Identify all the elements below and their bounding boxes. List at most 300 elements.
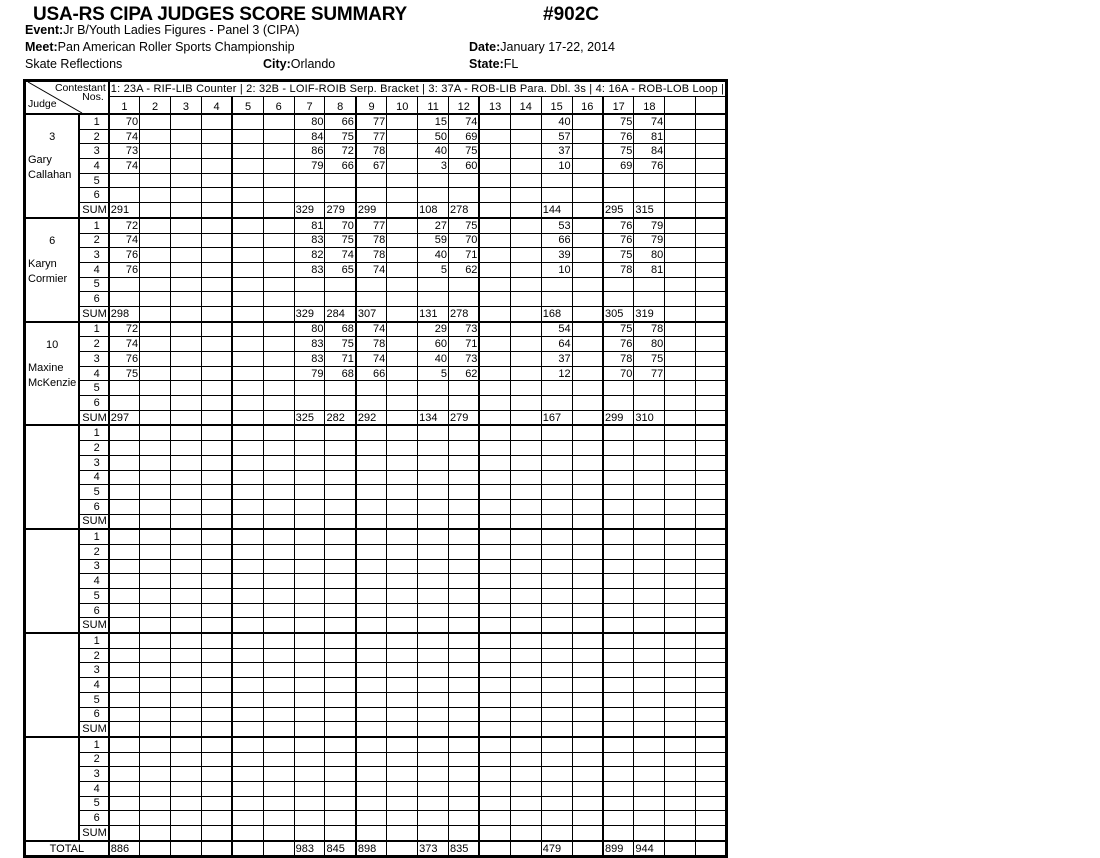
score-cell <box>294 811 325 826</box>
total-cell <box>479 841 510 857</box>
sum-cell <box>232 826 263 841</box>
score-cell <box>171 663 202 678</box>
score-cell <box>171 544 202 559</box>
score-cell <box>696 752 727 767</box>
score-cell <box>418 737 449 752</box>
score-cell <box>263 218 294 233</box>
score-cell <box>263 322 294 337</box>
figure-score-row <box>25 173 727 188</box>
score-cell <box>201 707 232 722</box>
score-cell <box>510 707 541 722</box>
contestant-number-header <box>665 96 696 114</box>
score-cell <box>140 633 171 648</box>
score-cell <box>171 277 202 292</box>
score-cell <box>356 589 387 604</box>
sum-cell <box>634 722 665 737</box>
score-cell <box>510 381 541 396</box>
sum-cell <box>109 722 140 737</box>
total-cell <box>696 841 727 857</box>
score-cell <box>696 248 727 263</box>
score-cell: 67 <box>356 159 387 174</box>
score-cell <box>541 425 572 440</box>
score-cell <box>572 218 603 233</box>
score-cell: 15 <box>418 114 449 129</box>
score-cell <box>387 603 418 618</box>
score-cell <box>201 485 232 500</box>
figure-number: 5 <box>79 796 108 811</box>
score-cell <box>263 292 294 307</box>
figure-number: 2 <box>79 337 108 352</box>
score-cell <box>572 381 603 396</box>
score-cell <box>232 574 263 589</box>
score-cell: 78 <box>356 144 387 159</box>
score-cell <box>356 381 387 396</box>
contestant-number-header: 15 <box>541 96 572 114</box>
score-cell <box>510 425 541 440</box>
score-cell <box>294 277 325 292</box>
sum-cell <box>201 410 232 425</box>
score-cell: 50 <box>418 129 449 144</box>
score-cell <box>572 499 603 514</box>
score-cell <box>140 396 171 411</box>
score-cell <box>696 173 727 188</box>
score-cell <box>232 144 263 159</box>
sum-cell <box>387 203 418 218</box>
score-cell <box>572 173 603 188</box>
event-label: Event: <box>25 23 64 37</box>
sum-cell <box>418 618 449 633</box>
meet-label: Meet: <box>25 40 58 54</box>
score-cell <box>449 544 480 559</box>
sum-cell: 329 <box>294 306 325 321</box>
score-cell <box>387 678 418 693</box>
score-cell <box>109 455 140 470</box>
score-cell <box>109 441 140 456</box>
score-cell <box>171 455 202 470</box>
score-cell <box>634 455 665 470</box>
city-line <box>263 57 335 71</box>
figure-score-row <box>25 559 727 574</box>
score-cell <box>140 589 171 604</box>
score-cell <box>140 322 171 337</box>
score-cell: 37 <box>541 144 572 159</box>
sum-cell <box>387 618 418 633</box>
sum-cell <box>696 514 727 529</box>
score-cell <box>356 470 387 485</box>
score-cell <box>634 425 665 440</box>
sum-cell <box>449 514 480 529</box>
score-cell <box>572 796 603 811</box>
score-cell <box>171 589 202 604</box>
score-cell: 74 <box>356 262 387 277</box>
score-cell <box>479 114 510 129</box>
sum-cell <box>201 306 232 321</box>
score-cell <box>232 678 263 693</box>
score-cell <box>294 678 325 693</box>
score-cell <box>387 218 418 233</box>
score-cell <box>665 455 696 470</box>
score-cell <box>665 292 696 307</box>
score-cell <box>201 663 232 678</box>
score-cell <box>572 811 603 826</box>
score-cell <box>294 692 325 707</box>
meet-value: Pan American Roller Sports Championship <box>57 40 295 54</box>
score-cell <box>479 707 510 722</box>
score-cell <box>325 470 356 485</box>
score-cell: 77 <box>356 218 387 233</box>
sum-cell: 310 <box>634 410 665 425</box>
score-cell <box>572 678 603 693</box>
sum-cell <box>696 410 727 425</box>
score-cell <box>665 188 696 203</box>
score-cell <box>201 455 232 470</box>
score-cell <box>263 796 294 811</box>
score-cell: 75 <box>603 114 634 129</box>
figure-score-row <box>25 322 727 337</box>
score-cell <box>510 262 541 277</box>
score-cell: 69 <box>603 159 634 174</box>
sum-cell <box>171 826 202 841</box>
sum-cell <box>603 618 634 633</box>
sum-row <box>25 618 727 633</box>
score-cell <box>171 811 202 826</box>
sum-cell <box>449 618 480 633</box>
contestant-label: Contestant <box>54 82 106 94</box>
score-cell: 10 <box>541 159 572 174</box>
score-cell <box>510 159 541 174</box>
score-cell <box>449 396 480 411</box>
score-cell: 72 <box>109 218 140 233</box>
figure-score-row <box>25 455 727 470</box>
sum-cell <box>294 722 325 737</box>
sum-cell <box>356 826 387 841</box>
score-cell <box>541 707 572 722</box>
score-cell <box>140 337 171 352</box>
contestant-number-header: 6 <box>263 96 294 114</box>
figure-number: 4 <box>79 574 108 589</box>
score-cell <box>201 262 232 277</box>
score-cell <box>356 707 387 722</box>
score-cell <box>696 707 727 722</box>
score-cell <box>665 425 696 440</box>
score-cell <box>294 188 325 203</box>
score-cell <box>201 233 232 248</box>
score-cell <box>356 752 387 767</box>
sum-cell <box>232 514 263 529</box>
contestant-number-header: 9 <box>356 96 387 114</box>
score-cell <box>572 114 603 129</box>
score-cell <box>325 425 356 440</box>
sum-cell <box>140 826 171 841</box>
score-cell <box>201 292 232 307</box>
score-cell <box>572 396 603 411</box>
score-cell: 3 <box>418 159 449 174</box>
score-cell <box>171 129 202 144</box>
total-cell: 983 <box>294 841 325 857</box>
score-cell <box>232 159 263 174</box>
score-cell <box>263 589 294 604</box>
sum-cell <box>665 306 696 321</box>
score-cell: 74 <box>109 159 140 174</box>
score-cell <box>418 529 449 544</box>
score-cell <box>603 663 634 678</box>
score-cell <box>140 648 171 663</box>
total-cell: 886 <box>109 841 140 857</box>
score-cell <box>479 144 510 159</box>
score-cell <box>510 322 541 337</box>
score-cell <box>263 441 294 456</box>
score-cell <box>634 499 665 514</box>
score-cell <box>232 470 263 485</box>
score-cell <box>449 292 480 307</box>
score-cell <box>201 188 232 203</box>
score-cell <box>325 633 356 648</box>
sum-cell <box>140 203 171 218</box>
score-cell <box>696 470 727 485</box>
score-cell <box>479 737 510 752</box>
score-cell <box>603 603 634 618</box>
score-cell <box>140 559 171 574</box>
figure-score-row <box>25 233 727 248</box>
figure-score-row <box>25 292 727 307</box>
score-cell <box>665 499 696 514</box>
score-cell <box>510 633 541 648</box>
score-cell <box>696 737 727 752</box>
score-cell <box>232 248 263 263</box>
score-cell <box>171 559 202 574</box>
score-cell: 53 <box>541 218 572 233</box>
score-cell <box>665 159 696 174</box>
score-cell <box>387 574 418 589</box>
score-cell <box>541 381 572 396</box>
score-cell <box>140 218 171 233</box>
score-cell <box>603 485 634 500</box>
score-cell <box>294 381 325 396</box>
score-cell <box>479 603 510 618</box>
score-cell <box>387 159 418 174</box>
score-cell <box>541 589 572 604</box>
score-cell <box>109 470 140 485</box>
score-cell <box>418 470 449 485</box>
score-cell <box>109 381 140 396</box>
score-cell: 76 <box>603 337 634 352</box>
score-cell <box>418 811 449 826</box>
score-cell <box>171 159 202 174</box>
score-cell <box>232 277 263 292</box>
score-cell <box>634 648 665 663</box>
score-cell <box>140 470 171 485</box>
score-cell <box>541 752 572 767</box>
score-cell <box>603 767 634 782</box>
score-cell <box>634 559 665 574</box>
total-cell <box>171 841 202 857</box>
score-cell <box>449 455 480 470</box>
sum-cell <box>387 306 418 321</box>
figure-score-row <box>25 752 727 767</box>
sum-cell <box>603 722 634 737</box>
score-cell <box>387 114 418 129</box>
score-cell <box>418 381 449 396</box>
score-cell <box>665 648 696 663</box>
contestant-number-header <box>696 96 727 114</box>
score-cell <box>201 796 232 811</box>
score-cell <box>201 322 232 337</box>
score-cell <box>232 648 263 663</box>
score-cell: 72 <box>109 322 140 337</box>
sum-cell <box>603 826 634 841</box>
score-cell <box>387 144 418 159</box>
score-cell <box>171 574 202 589</box>
score-cell <box>510 529 541 544</box>
contestant-number-header: 3 <box>171 96 202 114</box>
sum-cell <box>510 306 541 321</box>
sum-cell <box>109 826 140 841</box>
score-cell <box>572 366 603 381</box>
score-cell: 40 <box>418 248 449 263</box>
score-cell <box>263 188 294 203</box>
score-cell <box>109 707 140 722</box>
score-cell: 70 <box>449 233 480 248</box>
figure-score-row <box>25 188 727 203</box>
score-cell: 64 <box>541 337 572 352</box>
score-cell <box>634 781 665 796</box>
score-cell <box>201 248 232 263</box>
total-row <box>25 841 727 857</box>
score-cell <box>325 752 356 767</box>
score-cell <box>387 455 418 470</box>
score-cell <box>696 559 727 574</box>
score-cell: 75 <box>325 129 356 144</box>
score-cell <box>510 173 541 188</box>
score-cell <box>665 233 696 248</box>
judge-label: Judge <box>28 98 57 110</box>
figure-score-row <box>25 381 727 396</box>
score-cell <box>479 663 510 678</box>
score-cell <box>263 159 294 174</box>
score-cell <box>232 781 263 796</box>
score-cell <box>696 352 727 367</box>
score-cell <box>541 470 572 485</box>
figure-number: 4 <box>79 781 108 796</box>
sum-cell <box>201 722 232 737</box>
score-cell <box>541 796 572 811</box>
sum-cell <box>510 826 541 841</box>
score-cell <box>541 455 572 470</box>
score-cell <box>479 678 510 693</box>
score-cell <box>387 485 418 500</box>
figure-score-row <box>25 396 727 411</box>
figure-score-row <box>25 767 727 782</box>
score-cell <box>696 529 727 544</box>
sum-cell <box>263 203 294 218</box>
sum-cell <box>449 722 480 737</box>
score-cell <box>572 692 603 707</box>
score-cell <box>696 233 727 248</box>
score-cell <box>232 589 263 604</box>
score-cell <box>541 173 572 188</box>
score-cell <box>232 707 263 722</box>
score-cell: 59 <box>418 233 449 248</box>
score-cell <box>140 767 171 782</box>
score-cell <box>294 396 325 411</box>
score-cell <box>325 277 356 292</box>
score-cell <box>572 559 603 574</box>
figure-score-row <box>25 796 727 811</box>
sum-cell <box>294 826 325 841</box>
score-cell <box>232 529 263 544</box>
sum-cell <box>294 618 325 633</box>
score-cell: 73 <box>449 322 480 337</box>
score-cell <box>510 455 541 470</box>
score-cell <box>263 633 294 648</box>
sum-cell <box>109 618 140 633</box>
figure-number: 2 <box>79 648 108 663</box>
state-label: State: <box>469 57 504 71</box>
sum-cell <box>201 203 232 218</box>
score-cell <box>603 425 634 440</box>
score-cell <box>325 796 356 811</box>
score-cell <box>696 441 727 456</box>
score-cell <box>418 292 449 307</box>
sum-cell: 299 <box>603 410 634 425</box>
score-cell <box>140 499 171 514</box>
score-cell <box>201 529 232 544</box>
score-cell <box>232 796 263 811</box>
score-cell <box>263 455 294 470</box>
figure-number: 6 <box>79 292 108 307</box>
score-cell <box>449 678 480 693</box>
score-cell <box>356 425 387 440</box>
sum-cell <box>449 826 480 841</box>
sum-label: SUM <box>79 826 108 841</box>
sum-cell: 168 <box>541 306 572 321</box>
score-cell <box>140 381 171 396</box>
score-cell <box>140 544 171 559</box>
sum-cell: 279 <box>449 410 480 425</box>
score-cell <box>418 648 449 663</box>
score-cell <box>479 322 510 337</box>
figure-number: 2 <box>79 544 108 559</box>
sum-cell <box>665 410 696 425</box>
score-cell <box>665 114 696 129</box>
score-cell <box>140 248 171 263</box>
sum-cell <box>665 722 696 737</box>
score-cell <box>387 188 418 203</box>
figure-score-row <box>25 248 727 263</box>
score-cell <box>325 603 356 618</box>
score-cell <box>479 455 510 470</box>
sum-cell: 284 <box>325 306 356 321</box>
score-cell <box>356 277 387 292</box>
score-cell <box>696 648 727 663</box>
score-cell <box>387 262 418 277</box>
score-cell <box>356 737 387 752</box>
date-line <box>469 40 615 54</box>
score-cell <box>449 663 480 678</box>
score-cell <box>603 470 634 485</box>
score-cell <box>294 425 325 440</box>
score-cell <box>201 678 232 693</box>
score-cell <box>171 262 202 277</box>
score-cell <box>325 485 356 500</box>
score-cell <box>449 441 480 456</box>
score-cell: 79 <box>294 366 325 381</box>
score-cell <box>418 188 449 203</box>
sum-cell <box>541 826 572 841</box>
score-cell <box>263 396 294 411</box>
score-cell <box>696 455 727 470</box>
score-cell <box>510 544 541 559</box>
